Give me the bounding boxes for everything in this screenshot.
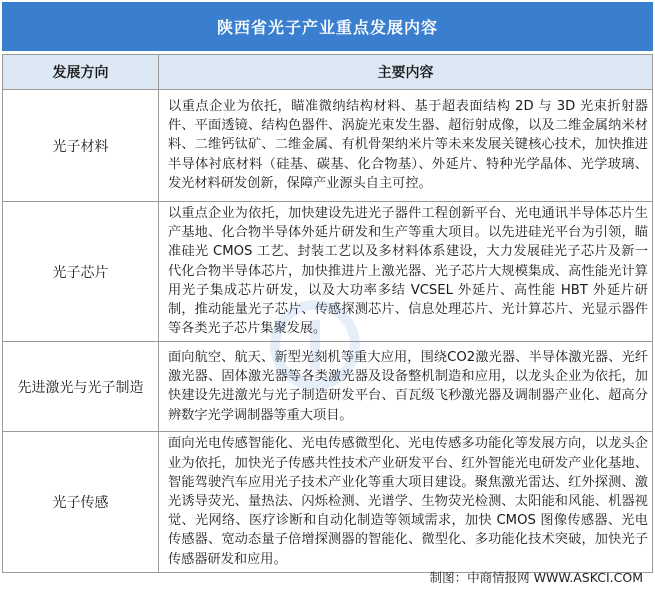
watermark-logo-icon [270,300,360,390]
row-direction: 光子芯片 [3,202,159,342]
row-content: 以重点企业为依托，瞄准微纳结构材料、基于超表面结构 2D 与 3D 光束折射器件、平面透镜、结构色器件、涡旋光束发生器、超衍射成像，以及二维金属纳米材料、二维钙钛矿、二维金属、有机骨架纳米片等未来发展关键核心技术，加快推进半导体衬底材料（硅基、碳基、化合物基）、外延片、特种光学晶体、光学玻璃、发光材料研发创新，保障产业源头自主可控。 [159,90,653,202]
row-direction: 光子传感 [3,432,159,572]
row-content: 面向光电传感智能化、光电传感微型化、光电传感多功能化等发展方向，以龙头企业为依托，加快光子传感共性技术产业研发平台、红外智能光电研发产业化基地、智能驾驶汽车应用光子技术产业化等重大项目建设。聚焦激光雷达、红外探测、激光诱导荧光、量热法、闪烁检测、光谱学、生物荧光检测、太阳能和风能、机器视觉、光网络、医疗诊断和自动化制造等领域需求，加快 CMOS 图像传感器、光电传感器、宽动态量子倍增探测器的智能化、微型化、多功能化技术突破，加快光子传感器研发和应用。 [159,432,653,572]
header-direction: 发展方向 [3,55,159,90]
row-content: 以重点企业为依托，加快建设先进光子器件工程创新平台、光电通讯半导体芯片生产基地、化合物半导体外延片研发和生产等重大项目。以先进硅光平台为引领，瞄准硅光 CMOS 工艺、封装工艺以及多材料体系建设，大力发展硅光子芯片及新一代化合物半导体芯片，加快推进片上激光器、光子芯片大规模集成、高性能光计算用光子集成芯片研发，以及大功率多结 VCSEL 外延片、高性能 HBT 外延片研制，推动能量光子芯片、传感探测芯片、信息处理芯片、光计算芯片、光显示器件等各类光子芯片集聚发展。 [159,202,653,342]
table-title: 陕西省光子产业重点发展内容 [2,2,653,51]
row-direction: 先进激光与光子制造 [3,342,159,432]
row-content: 面向航空、航天、新型光刻机等重大应用，围绕CO2激光器、半导体激光器、光纤激光器、固体激光器等各类激光器及设备整机制造和应用，以龙头企业为依托，加快建设先进激光与光子制造研发平台、百瓦级飞秒激光器及调制器产业化、超高分辨数字光学调制器等重大项目。 [159,342,653,432]
header-content: 主要内容 [159,55,653,90]
table-row [3,90,653,202]
header-row [3,55,653,90]
row-direction: 光子材料 [3,90,159,202]
table-row [3,432,653,572]
source-note: 制图：中商情报网 WWW.ASKCI.COM [429,570,643,585]
